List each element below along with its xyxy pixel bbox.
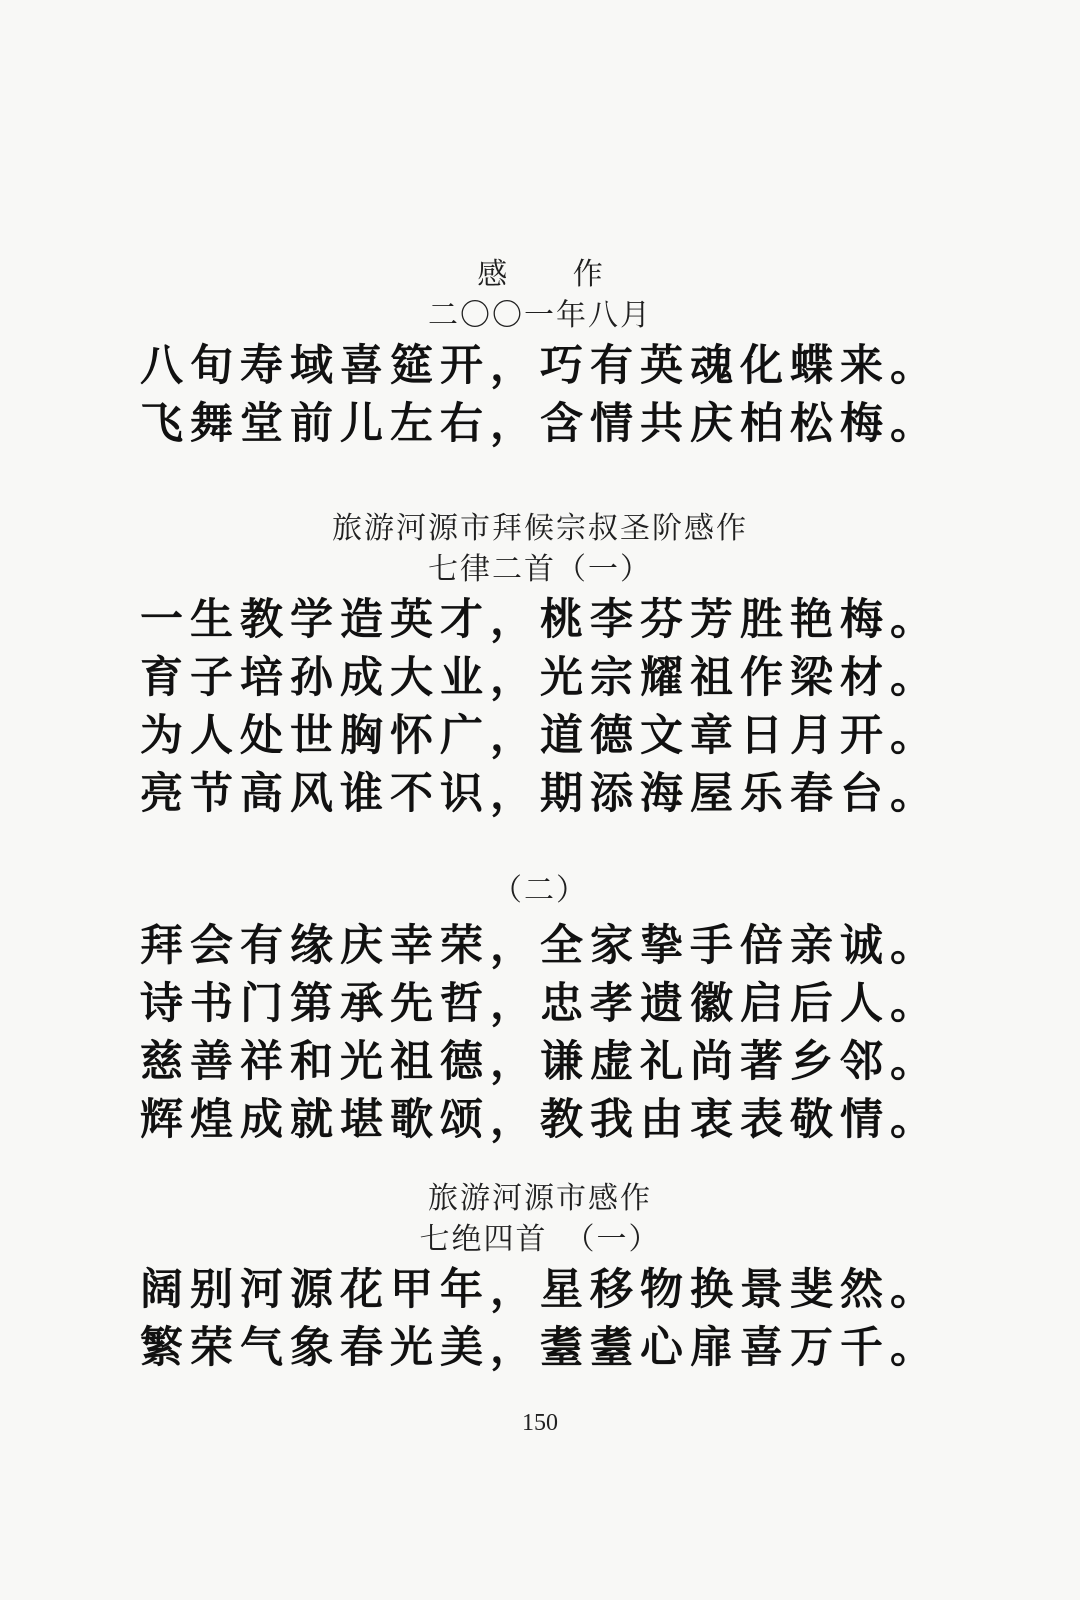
- poem-line: 飞舞堂前儿左右，含情共庆柏松梅。: [140, 399, 940, 449]
- poem-section-4: [0, 1182, 1080, 1377]
- poem-subtitle: （二）: [492, 873, 588, 908]
- poem-line: 繁荣气象春光美，耋耋心扉喜万千。: [140, 1323, 940, 1373]
- poem-title: 旅游河源市感作: [428, 1181, 652, 1216]
- page-number: 150: [522, 1410, 558, 1436]
- poem-section-3: [0, 874, 1080, 1149]
- poem-subtitle: 七绝四首 （一）: [419, 1221, 661, 1257]
- poem-line: 阔别河源花甲年，星移物换景斐然。: [140, 1265, 940, 1315]
- poem-line: 育子培孙成大业，光宗耀祖作梁材。: [140, 653, 940, 703]
- poem-title: 感 作: [477, 257, 631, 292]
- poem-section-1: [0, 258, 1080, 453]
- poem-section-2: [0, 512, 1080, 823]
- poem-line: 诗书门第承先哲，忠孝遗徽启后人。: [140, 978, 940, 1029]
- poem-line: 亮节高风谁不识，期添海屋乐春台。: [140, 769, 940, 819]
- poem-subtitle: 七律二首（一）: [428, 551, 652, 587]
- poem-line: 拜会有缘庆幸荣，全家挚手倍亲诚。: [140, 920, 940, 971]
- poem-line: 辉煌成就堪歌颂，教我由衷表敬情。: [140, 1094, 940, 1145]
- poem-title: 旅游河源市拜候宗叔圣阶感作: [332, 511, 748, 546]
- poem-line: 一生教学造英才，桃李芬芳胜艳梅。: [140, 595, 940, 645]
- poem-line: 慈善祥和光祖德，谦虚礼尚著乡邻。: [140, 1036, 940, 1087]
- poem-date: 二〇〇一年八月: [428, 297, 652, 333]
- poem-line: 为人处世胸怀广，道德文章日月开。: [140, 711, 940, 761]
- poem-line: 八旬寿域喜筵开，巧有英魂化蝶来。: [140, 341, 940, 391]
